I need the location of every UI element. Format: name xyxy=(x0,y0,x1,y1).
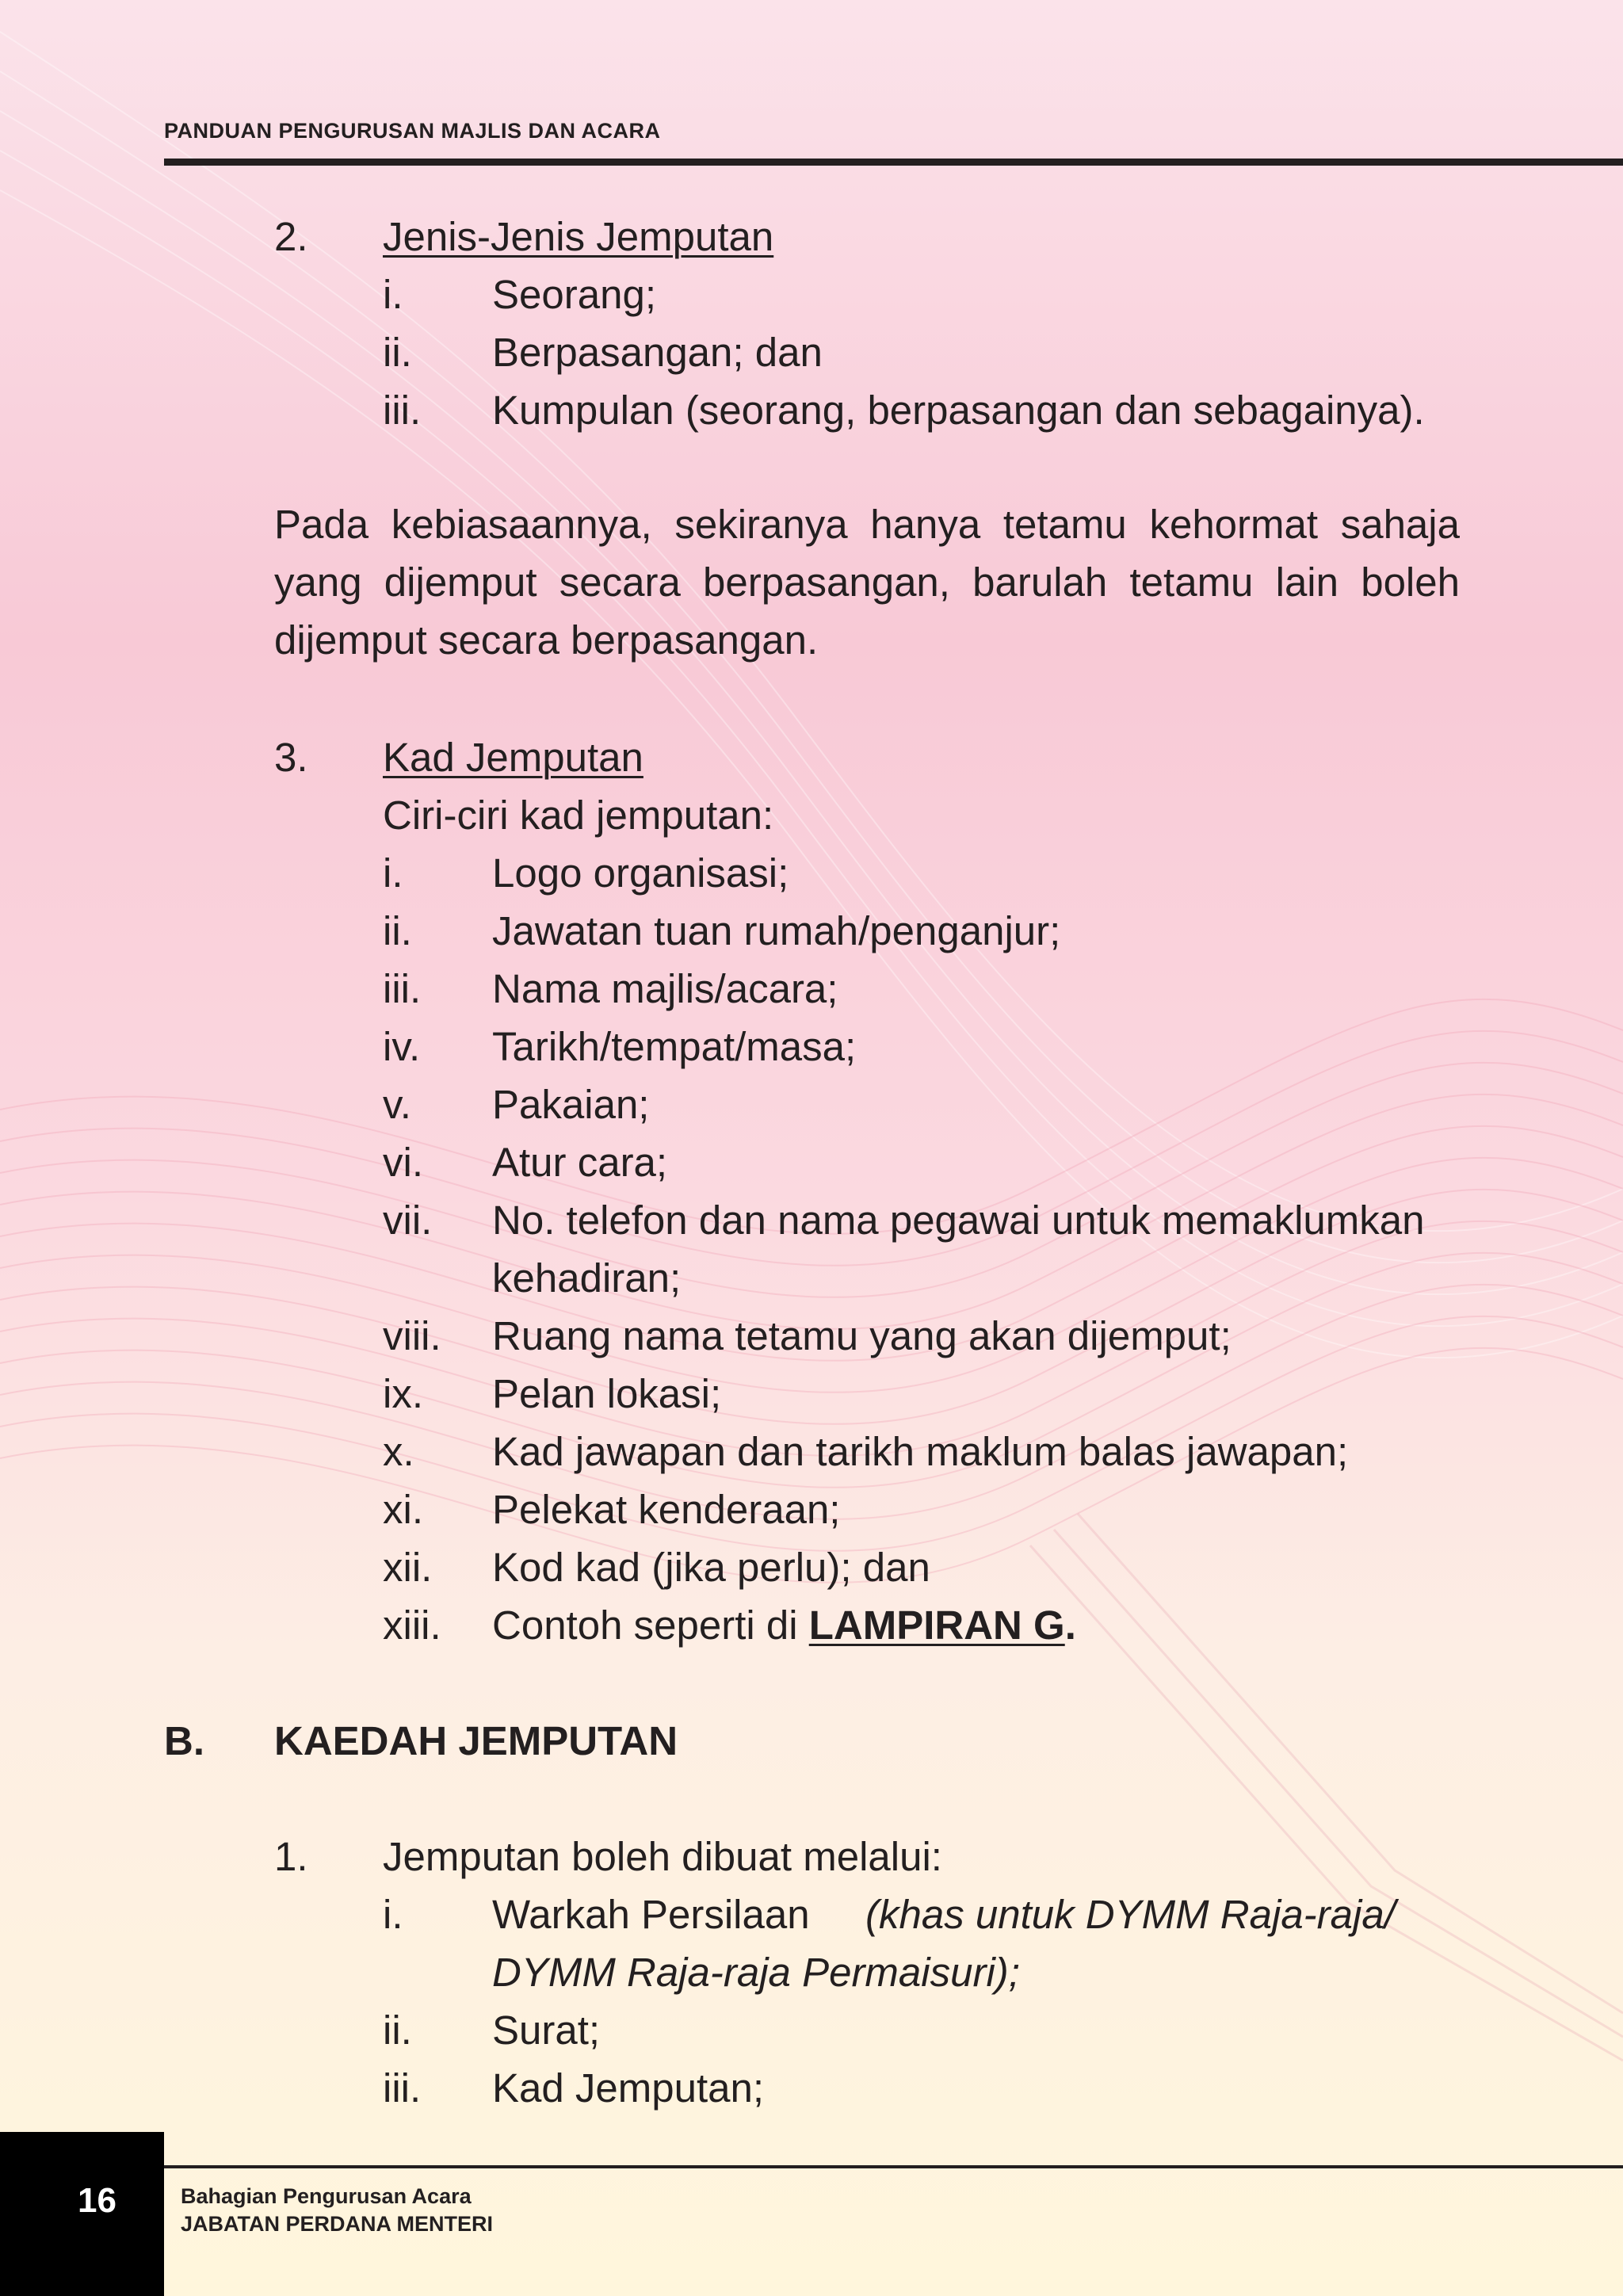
list-item-text: Tarikh/tempat/masa; xyxy=(492,1024,857,1069)
list-item-text: Ruang nama tetamu yang akan dijemput; xyxy=(492,1313,1232,1358)
list-item-text: Berpasangan; dan xyxy=(492,330,823,375)
secB-heading: KAEDAH JEMPUTAN xyxy=(274,1718,678,1763)
list-item-text: Surat; xyxy=(492,2008,601,2053)
list-item-text: Nama majlis/acara; xyxy=(492,966,838,1011)
lampiran-g-link[interactable]: LAMPIRAN G xyxy=(808,1603,1065,1648)
list-item-number: xiii. xyxy=(383,1603,441,1648)
list-item-number: ii. xyxy=(383,2008,412,2053)
list-item-text: Pakaian; xyxy=(492,1082,650,1127)
list-item-number: ii. xyxy=(383,330,412,375)
list-item-italic-note: (khas untuk DYMM Raja-raja/ xyxy=(865,1892,1396,1937)
list-item-number: i. xyxy=(383,1892,403,1937)
list-item-text-period: . xyxy=(1064,1603,1076,1648)
page-number: 16 xyxy=(78,2181,116,2220)
running-header: PANDUAN PENGURUSAN MAJLIS DAN ACARA xyxy=(164,119,661,143)
list-item-number: iii. xyxy=(383,388,422,433)
list-item-text: Seorang; xyxy=(492,272,656,317)
list-item-number: iii. xyxy=(383,966,422,1011)
list-item-number: i. xyxy=(383,850,403,896)
list-item-number: iii. xyxy=(383,2065,422,2111)
list-item-text: Kod kad (jika perlu); dan xyxy=(492,1545,930,1590)
list-item-text: No. telefon dan nama pegawai untuk memaklumkan xyxy=(492,1198,1425,1243)
list-item-number: vi. xyxy=(383,1140,423,1185)
header-divider xyxy=(164,159,1623,166)
list-item-number: ix. xyxy=(383,1371,423,1416)
secB-letter: B. xyxy=(164,1718,204,1763)
footer-department: Bahagian Pengurusan Acara xyxy=(181,2184,472,2208)
list-item-text: Kad jawapan dan tarikh maklum balas jawapan; xyxy=(492,1429,1349,1474)
list-item-text: Jawatan tuan rumah/penganjur; xyxy=(492,908,1061,953)
footer-divider xyxy=(164,2165,1623,2168)
list-item-text: Pelan lokasi; xyxy=(492,1371,722,1416)
list-item-number: ii. xyxy=(383,908,412,953)
sec3-heading: Kad Jemputan xyxy=(383,735,643,780)
secB-sub-number: 1. xyxy=(274,1834,308,1879)
sec2-heading: Jenis-Jenis Jemputan xyxy=(383,214,774,259)
sec2-number: 2. xyxy=(274,214,308,259)
list-item-text-lead: Contoh seperti di xyxy=(492,1603,809,1648)
list-item-text: Logo organisasi; xyxy=(492,850,789,896)
list-item-number: iv. xyxy=(383,1024,421,1069)
sec3-intro: Ciri-ciri kad jemputan: xyxy=(383,793,774,838)
list-item-number: v. xyxy=(383,1082,411,1127)
list-item-text: Pelekat kenderaan; xyxy=(492,1487,841,1532)
list-item-number: xii. xyxy=(383,1545,433,1590)
list-item-text-continuation: kehadiran; xyxy=(492,1255,682,1301)
body-paragraph: Pada kebiasaannya, sekiranya hanya tetamu kehormat sahaja yang dijemput secara berpasangan, barulah tetamu lain boleh dijemput secara berpasangan. xyxy=(274,502,1460,663)
list-item-italic-note-continuation: DYMM Raja-raja Permaisuri); xyxy=(492,1950,1020,1995)
list-item-text: Kumpulan (seorang, berpasangan dan sebagainya). xyxy=(492,388,1425,433)
list-item-text: Warkah Persilaan xyxy=(492,1892,810,1937)
list-item-text: Kad Jemputan; xyxy=(492,2065,765,2111)
list-item-number: i. xyxy=(383,272,403,317)
sec3-number: 3. xyxy=(274,735,308,780)
list-item-number: xi. xyxy=(383,1487,423,1532)
list-item-number: vii. xyxy=(383,1198,433,1243)
list-item-text: Atur cara; xyxy=(492,1140,668,1185)
list-item-text xyxy=(492,1603,1076,1648)
secB-sub-text: Jemputan boleh dibuat melalui: xyxy=(383,1834,942,1879)
list-item-number: x. xyxy=(383,1429,414,1474)
list-item-number: viii. xyxy=(383,1313,441,1358)
footer-ministry: JABATAN PERDANA MENTERI xyxy=(181,2212,494,2236)
